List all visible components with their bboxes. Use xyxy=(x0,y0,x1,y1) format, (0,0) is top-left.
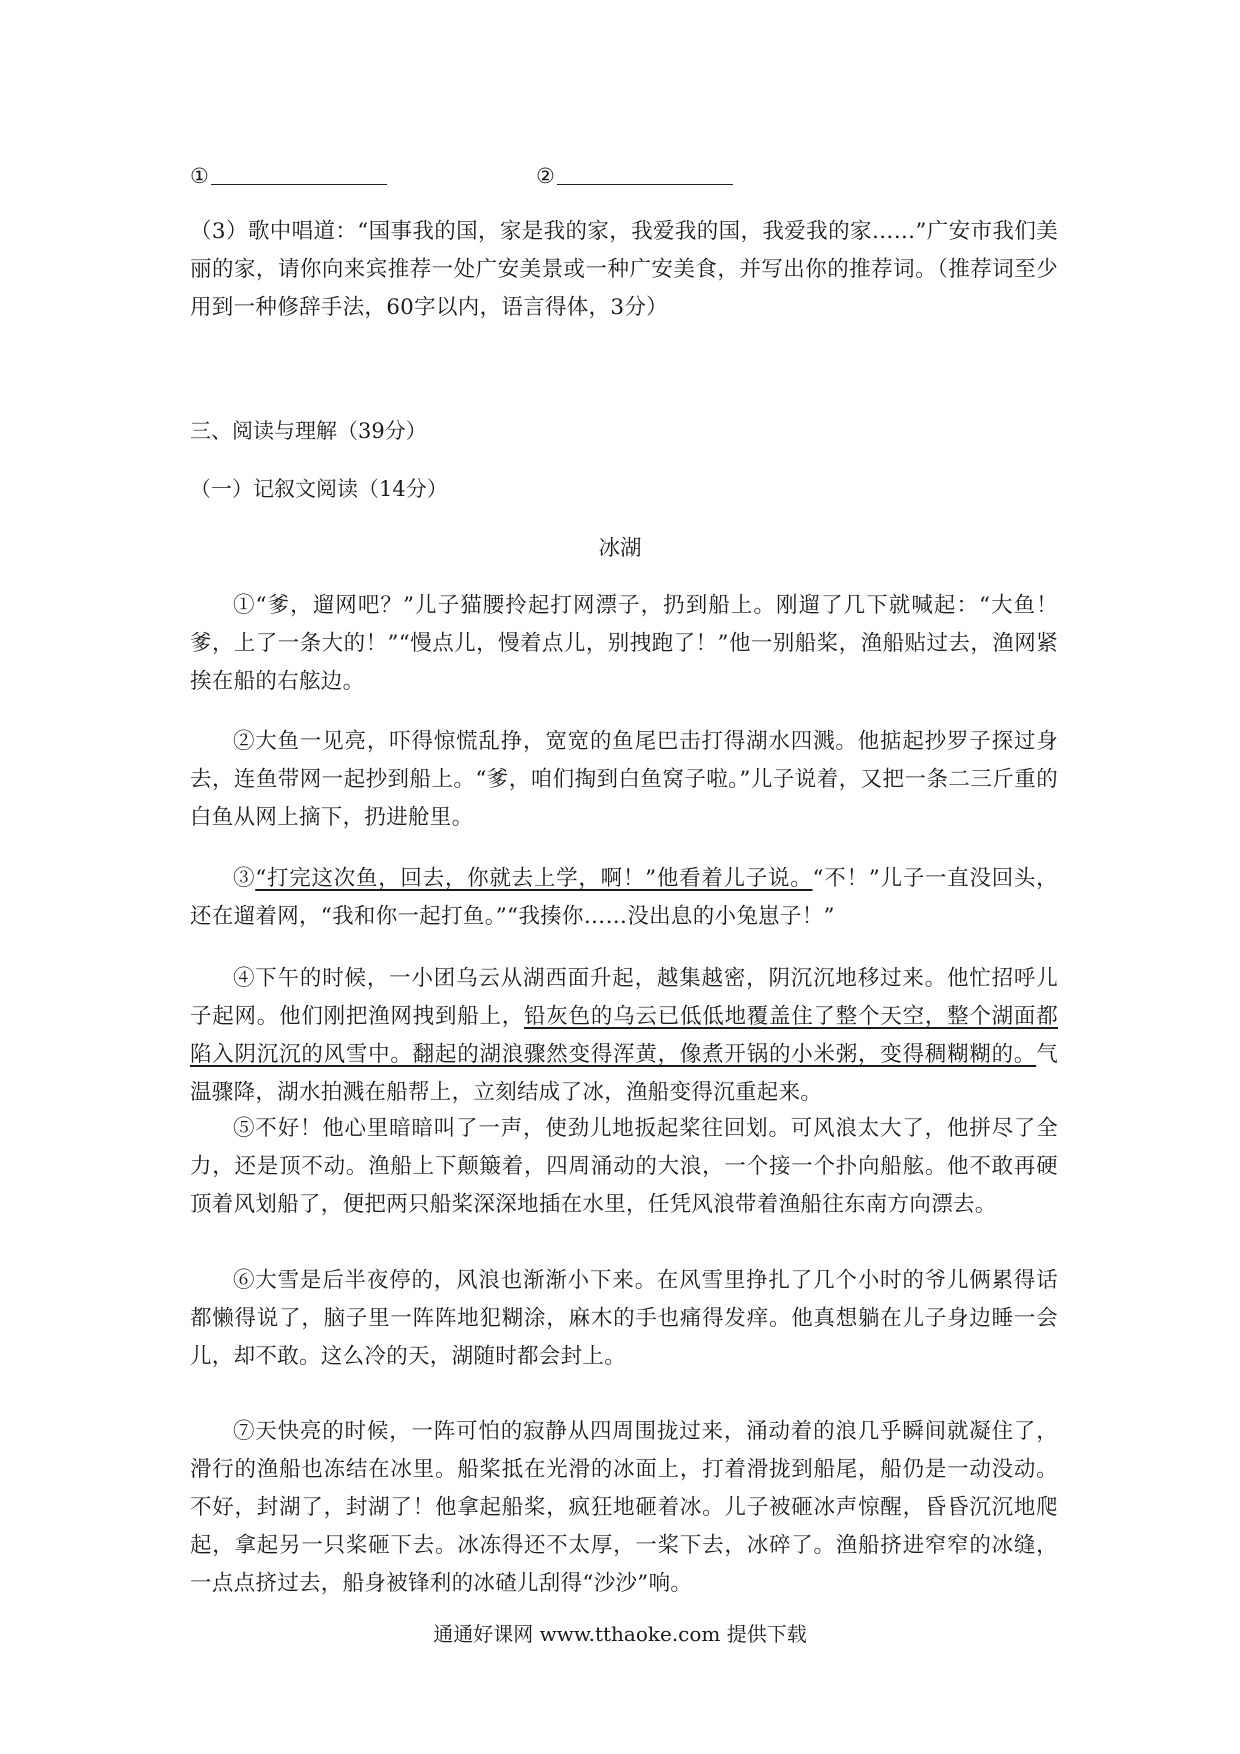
section-heading: 三、阅读与理解（39分） xyxy=(190,419,427,443)
paragraph-4-start: ④下午的时候，一小团乌云从湖西面升起，越集越密，阴沉沉地移过来。他忙招呼儿子起网。他们刚把渔网拽到船上， xyxy=(190,966,1058,1029)
paragraph-4-end: 气温骤降，湖水拍溅在船帮上，立刻结成了冰，渔船变得沉重起来。 xyxy=(190,1042,1058,1105)
answer-blanks xyxy=(190,156,790,196)
paragraph-3-rest: “不！”儿子一直没回头，还在遛着网，“我和你一起打鱼。”“我揍你……没出息的小兔崽子！” xyxy=(190,866,1058,929)
paragraph-7: ⑦天快亮的时候，一阵可怕的寂静从四周围拢过来，涌动着的浪几乎瞬间就凝住了，滑行的渔船也冻结在冰里。船桨抵在光滑的冰面上，打着滑拢到船尾，船仍是一动没动。不好，封湖了，封湖了！他拿起船桨，疯狂地砸着冰。儿子被砸冰声惊醒，昏昏沉沉地爬起，拿起另一只桨砸下去。冰冻得还不太厚，一桨下去，冰碎了。渔船挤进窄窄的冰缝，一点点挤过去，船身被锋利的冰碴儿刮得“沙沙”响。 xyxy=(190,1419,1058,1596)
answer-blank-2[interactable] xyxy=(536,156,733,196)
underlined-sentence-1: “打完这次鱼，回去，你就去上学，啊！”他看着儿子说。 xyxy=(255,866,813,891)
sub-section-heading: （一）记叙文阅读（14分） xyxy=(190,477,448,501)
paragraph-2: ②大鱼一见亮，吓得惊慌乱挣，宽宽的鱼尾巴击打得湖水四溅。他掂起抄罗子探过身去，连鱼带网一起抄到船上。“爹，咱们掏到白鱼窝子啦。”儿子说着，又把一条二三斤重的白鱼从网上摘下，扔进舱里。 xyxy=(190,729,1058,830)
article-title: 冰湖 xyxy=(598,536,642,561)
paragraph-5: ⑤不好！他心里暗暗叫了一声，使劲儿地扳起桨往回划。可风浪太大了，他拼尽了全力，还是顶不动。渔船上下颠簸着，四周涌动的大浪，一个接一个扑向船舷。他不敢再硬顶着风划船了，便把两只船桨深深地插在水里，任凭风浪带着渔船往东南方向漂去。 xyxy=(190,1116,1058,1217)
blank-marker-2: ② xyxy=(536,164,555,188)
footer-watermark: 通通好课网 www.tthaoke.com 提供下载 xyxy=(433,1622,807,1646)
blank-line-2[interactable] xyxy=(557,160,733,185)
paragraph-4 xyxy=(190,960,1058,1112)
underlined-sentence-2: 铅灰色的乌云已低低地覆盖住了整个天空，整个湖面都陷入阴沉沉的风雪中。翻起的湖浪骤然变得浑黄，像煮开锅的小米粥，变得稠糊糊的。 xyxy=(190,1004,1058,1067)
paragraph-1: ①“爹，遛网吧？”儿子猫腰拎起打网漂子，扔到船上。刚遛了几下就喊起：“大鱼！爹，上了一条大的！”“慢点儿，慢着点儿，别拽跑了！”他一别船桨，渔船贴过去，渔网紧挨在船的右舷边。 xyxy=(190,593,1058,694)
paragraph-6: ⑥大雪是后半夜停的，风浪也渐渐小下来。在风雪里挣扎了几个小时的爷儿俩累得话都懒得说了，脑子里一阵阵地犯糊涂，麻木的手也痛得发痒。他真想躺在儿子身边睡一会儿，却不敢。这么冷的天，湖随时都会封上。 xyxy=(190,1268,1058,1369)
blank-marker-1: ① xyxy=(190,164,209,188)
blank-line-1[interactable] xyxy=(211,160,387,185)
answer-blank-1[interactable] xyxy=(190,156,387,196)
paragraph-3 xyxy=(190,860,1058,936)
paragraph-3-number: ③ xyxy=(233,866,256,891)
question-3: （3）歌中唱道：“国事我的国，家是我的家，我爱我的国，我爱我的家……”广安市我们美丽的家，请你向来宾推荐一处广安美景或一种广安美食，并写出你的推荐词。（推荐词至少用到一种修辞手法，60字以内，语言得体，3分） xyxy=(190,219,1058,320)
